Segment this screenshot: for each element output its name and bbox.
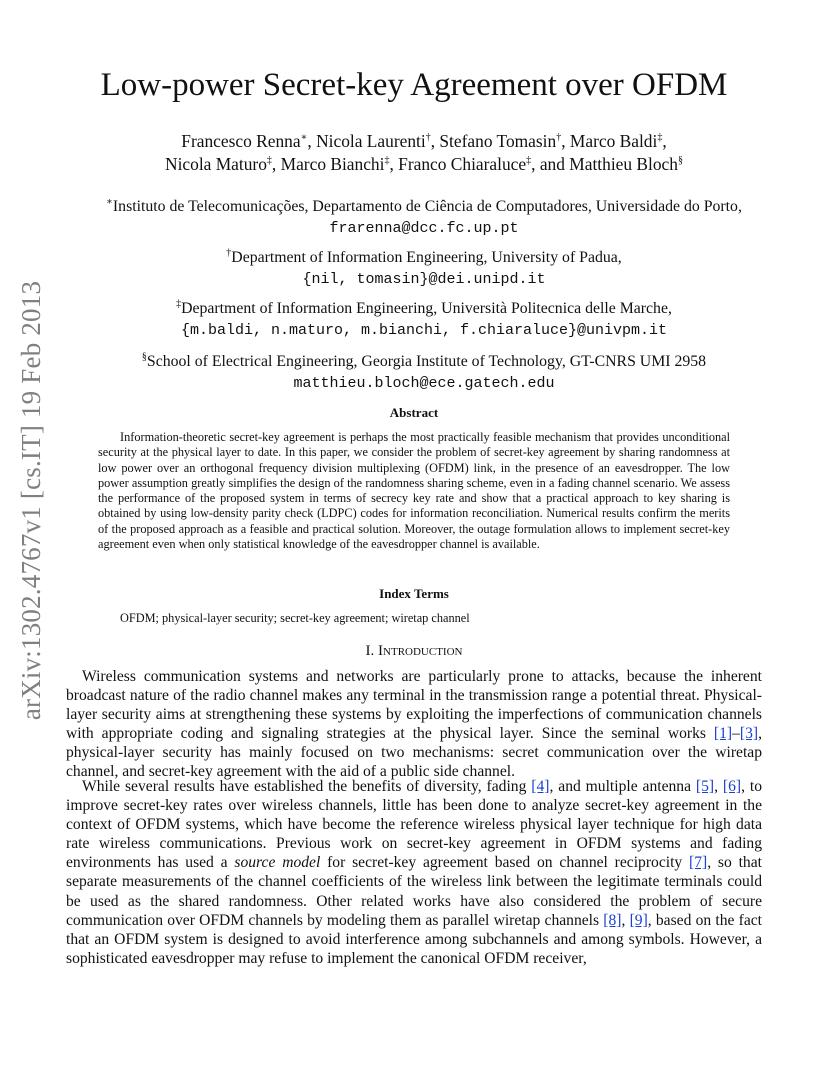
author-line-2: Nicola Maturo‡, Marco Bianchi‡, Franco Chiaraluce‡, and Matthieu Bloch§ [165, 154, 683, 174]
affiliation-email[interactable]: frarenna@dcc.fc.up.pt [329, 220, 519, 237]
citation-link[interactable]: [8] [603, 911, 622, 929]
author-list [90, 130, 758, 176]
author-name: Franco Chiaraluce [398, 154, 527, 174]
affiliation-text: Department of Information Engineering, University of Padua, [231, 249, 622, 266]
citation-link[interactable]: [1] [713, 725, 733, 743]
citation-link[interactable]: [7] [689, 854, 708, 872]
emphasized-term: source model [234, 854, 321, 872]
author-affiliation-mark: ‡ [526, 155, 532, 167]
author-affiliation-mark: † [556, 132, 562, 144]
affiliation-email[interactable]: {m.baldi, n.maturo, m.bianchi, f.chiaraluce}@univpm.it [180, 322, 668, 339]
affiliation-mark: ‡ [176, 298, 182, 310]
author-affiliation-mark: † [425, 132, 431, 144]
author-affiliation-mark: ‡ [657, 132, 663, 144]
affiliation-email[interactable]: {nil, tomasin}@dei.unipd.it [302, 271, 546, 288]
index-terms-text: OFDM; physical-layer security; secret-key agreement; wiretap channel [120, 611, 470, 625]
abstract-heading: Abstract [389, 405, 439, 420]
citation-link[interactable]: [3] [739, 725, 759, 743]
affiliation-gatech [70, 351, 778, 395]
intro-paragraph-2: While several results have established the benefits of diversity, fading [4], and multiple antenna [5], [6], to improve secret-key rates over wireless channels, little has been done to analyze secret-key agreement in the context of OFDM systems, which have become the reference wireless physical layer technique for high data rate wireless communications. Previous work on secret-key agreement in OFDM systems and fading environments has used a source model for secret-key agreement based on channel reciprocity [7], so that separate measurements of the channel coefficients of the wireless link between the legitimate terminals could be used as the shared randomness. Other related works have also considered the problem of secure communication over OFDM channels by modeling them as parallel wiretap channels [8], [9], based on the fact that an OFDM system is designed to avoid interference among subchannels and among symbols. However, a sophisticated eavesdropper may refuse to implement the canonical OFDM receiver, [66, 778, 763, 967]
affiliation-email[interactable]: matthieu.bloch@ece.gatech.edu [293, 375, 555, 392]
citation-link[interactable]: [4] [531, 778, 550, 795]
index-terms-heading: Index Terms [379, 586, 449, 601]
affiliation-padua [70, 247, 778, 291]
affiliation-porto [70, 196, 778, 240]
citation-link[interactable]: [9] [629, 911, 648, 929]
affiliation-mark: § [141, 351, 147, 363]
paper-title: Low-power Secret-key Agreement over OFDM [100, 67, 728, 103]
affiliation-marche [70, 298, 778, 342]
author-affiliation-mark: ‡ [266, 155, 272, 167]
author-affiliation-mark: ∗ [300, 132, 308, 144]
section-heading [0, 643, 828, 660]
citation-link[interactable]: [6] [722, 778, 742, 795]
affiliation-text: School of Electrical Engineering, Georgia Institute of Technology, GT-CNRS UMI 2958 [146, 353, 707, 370]
author-affiliation-mark: § [677, 155, 683, 167]
citation-link[interactable]: [5] [695, 778, 715, 795]
intro-paragraph-1: Wireless communication systems and networks are particularly prone to attacks, because the inherent broadcast nature of the radio channel makes any terminal in the transmission range a potential threat. Physical-layer security aims at strengthening these systems by exploiting the imperfections of communication channels with appropriate coding and signaling strategies at the physical layer. Since the seminal works [1]–[3], physical-layer security has mainly focused on two mechanisms: secret communication over the wiretap channel, and secret-key agreement with the aid of a public side channel. [66, 668, 762, 781]
author-affiliation-mark: ‡ [384, 155, 390, 167]
arxiv-id[interactable]: arXiv:1302.4767v1 [cs.IT] 19 Feb 2013 [16, 280, 47, 720]
author-name: Marco Baldi [569, 131, 658, 151]
affiliation-mark: ∗ [106, 196, 113, 208]
author-name: Nicola Maturo [165, 154, 267, 174]
arxiv-stamp [12, 260, 52, 740]
author-name: Marco Bianchi [280, 154, 385, 174]
affiliation-mark: † [226, 247, 232, 259]
section-title: Introduction [378, 643, 463, 659]
author-line-1: Francesco Renna∗, Nicola Laurenti†, Stefano Tomasin†, Marco Baldi‡, [181, 131, 667, 151]
abstract-text: Information-theoretic secret-key agreement is perhaps the most practically feasible mechanism that provides unconditional security at the physical layer to date. In this paper, we consider the problem of secret-key agreement by sharing randomness at low power over an orthogonal frequency division multiplexing (OFDM) link, in the presence of an eavesdropper. The low power assumption greatly simplifies the design of the randomness sharing scheme, even in a fading channel scenario. We assess the performance of the proposed system in terms of secrecy key rate and show that a practical approach to key sharing is obtained by using low-density parity check (LDPC) codes for information reconciliation. Numerical results confirm the merits of the proposed approach as a feasible and practical solution. Moreover, the outage formulation allows to implement secret-key agreement even when only statistical knowledge of the eavesdropper channel is available. [98, 430, 730, 552]
author-name: Francesco Renna [181, 131, 301, 151]
author-name: Matthieu Bloch [569, 154, 678, 174]
author-name: Nicola Laurenti [316, 131, 426, 151]
affiliation-text: Department of Information Engineering, Università Politecnica delle Marche, [181, 300, 672, 317]
author-name: Stefano Tomasin [439, 131, 557, 151]
affiliation-text: Instituto de Telecomunicações, Departamento de Ciência de Computadores, Universidade do Porto, [112, 198, 742, 215]
section-number: I. [365, 643, 375, 659]
